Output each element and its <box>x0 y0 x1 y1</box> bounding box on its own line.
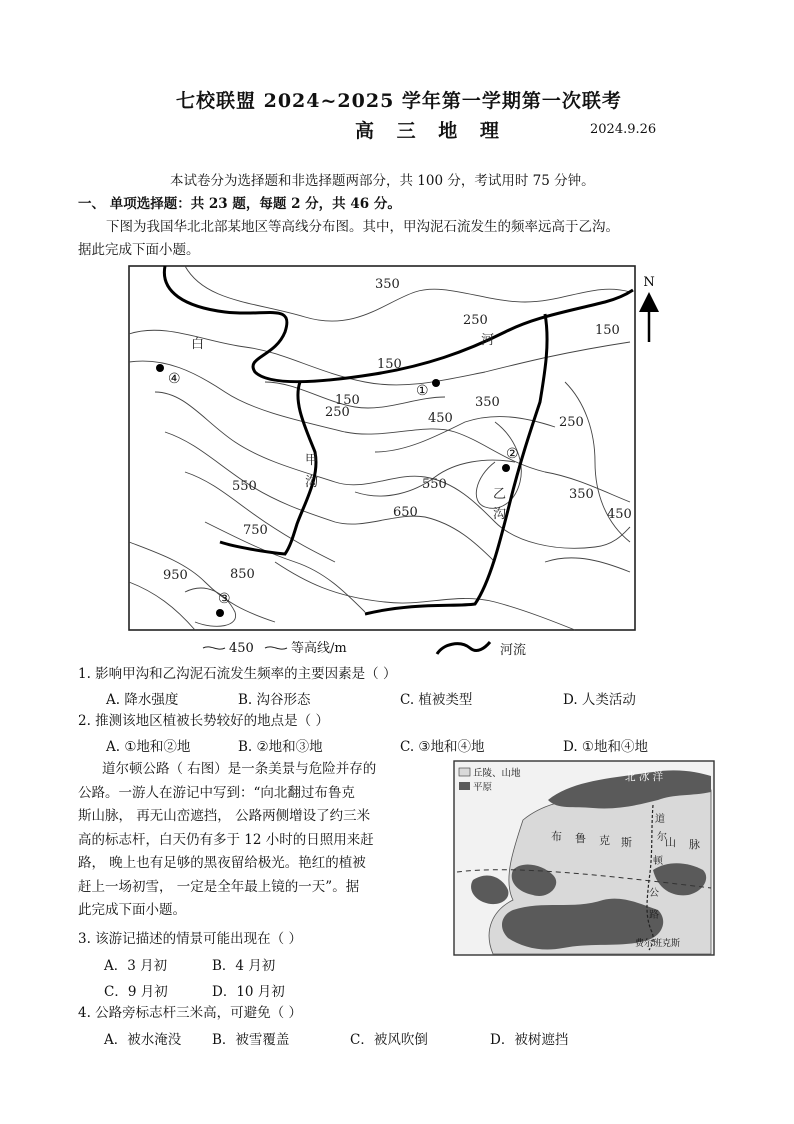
question-2-option-c[interactable]: C. ③地和④地 <box>400 739 485 755</box>
point-label: ① <box>416 383 429 399</box>
road-label: 公 <box>649 888 659 899</box>
passage-2-line: 道尔顿公路（ 右图）是一条美景与危险并存的 <box>102 761 377 777</box>
mountain-label: 鲁 <box>575 832 586 845</box>
question-1-option-a[interactable]: A. 降水强度 <box>106 692 179 708</box>
contour-label: 350 <box>569 487 594 502</box>
contour-label: 150 <box>335 393 360 408</box>
question-2-option-b[interactable]: B. ②地和③地 <box>238 739 323 755</box>
question-1-option-d[interactable]: D. 人类活动 <box>563 692 636 708</box>
contour-label: 650 <box>393 505 418 520</box>
question-1-option-b[interactable]: B. 沟谷形态 <box>238 692 311 708</box>
passage-line-1: 下图为我国华北北部某地区等高线分布图。其中，甲沟泥石流发生的频率远高于乙沟。 <box>106 219 619 235</box>
river-label: 白 <box>191 337 205 352</box>
question-2-stem: 2. 推测该地区植被长势较好的地点是（ ） <box>78 713 329 729</box>
svg-text:N: N <box>643 275 655 290</box>
question-4-option-c[interactable]: C．被风吹倒 <box>350 1032 428 1048</box>
road-label: 道 <box>655 814 665 825</box>
point-label: ③ <box>218 591 231 607</box>
question-2-option-d[interactable]: D. ①地和④地 <box>563 739 649 755</box>
subject-title: 高 三 地 理 <box>355 120 507 142</box>
road-label: 路 <box>649 910 659 921</box>
contour-label: 950 <box>163 568 188 583</box>
contour-label: 450 <box>428 411 453 426</box>
question-3-stem: 3. 该游记描述的情景可能出现在（ ） <box>78 931 302 947</box>
question-1-option-c[interactable]: C. 植被类型 <box>400 692 473 708</box>
question-4-option-d[interactable]: D．被树遮挡 <box>490 1032 569 1048</box>
river-label: 沟 <box>305 475 319 490</box>
exam-title: 七校联盟 2024~2025 学年第一学期第一次联考 <box>176 90 622 112</box>
svg-text:丘陵、山地: 丘陵、山地 <box>473 768 521 779</box>
contour-label: 250 <box>559 415 584 430</box>
point-label: ② <box>506 446 519 462</box>
contour-label: 250 <box>463 313 488 328</box>
contour-label: 350 <box>475 395 500 410</box>
contour-label: 150 <box>595 323 620 338</box>
dalton-highway-map <box>453 760 715 956</box>
question-1-stem: 1. 影响甲沟和乙沟泥石流发生频率的主要因素是（ ） <box>78 666 397 682</box>
passage-2 <box>78 758 448 923</box>
passage-2-line: 斯山脉， 再无山峦遮挡， 公路两侧增设了约三米 <box>78 808 371 824</box>
mountain-label: 山 <box>665 836 676 849</box>
contour-label: 850 <box>230 567 255 582</box>
point-marker <box>156 364 164 372</box>
svg-text:450: 450 <box>229 641 254 656</box>
river-label: 乙 <box>493 487 507 502</box>
question-4-option-b[interactable]: B．被雪覆盖 <box>212 1032 290 1048</box>
point-marker <box>216 609 224 617</box>
question-3-option-a[interactable]: A．3 月初 <box>104 958 168 974</box>
road-label: 顿 <box>653 856 663 867</box>
mountain-label: 脉 <box>689 838 700 851</box>
question-3-option-b[interactable]: B．4 月初 <box>212 958 276 974</box>
question-4-option-a[interactable]: A．被水淹没 <box>104 1032 182 1048</box>
contour-label: 450 <box>607 507 632 522</box>
contour-map <box>125 262 655 662</box>
passage-2-line: 路， 晚上也有足够的黑夜留给极光。艳红的植被 <box>78 855 366 871</box>
city-label: 费尔班克斯 <box>635 939 681 949</box>
passage-line-2: 据此完成下面小题。 <box>78 242 200 258</box>
svg-text:等高线/m: 等高线/m <box>291 641 347 656</box>
contour-label: 550 <box>232 479 257 494</box>
svg-text:平原: 平原 <box>473 782 493 793</box>
road-label: 尔 <box>657 832 667 843</box>
river-label: 甲 <box>305 453 319 468</box>
contour-label: 250 <box>325 405 350 420</box>
mountain-label: 克 <box>599 834 610 847</box>
contour-label: 350 <box>375 277 400 292</box>
question-2-option-a[interactable]: A. ①地和②地 <box>106 739 191 755</box>
mountain-label: 斯 <box>621 836 632 849</box>
point-label: ④ <box>168 371 181 387</box>
exam-date: 2024.9.26 <box>590 122 657 137</box>
contour-label: 750 <box>243 523 268 538</box>
intro-text: 本试卷分为选择题和非选择题两部分，共 100 分，考试用时 75 分钟。 <box>170 173 595 189</box>
passage-2-line: 此完成下面小题。 <box>78 902 186 918</box>
section-heading: 一、 单项选择题：共 23 题，每题 2 分，共 46 分。 <box>78 196 401 212</box>
question-3-option-c[interactable]: C．9 月初 <box>104 984 168 1000</box>
point-marker <box>432 379 440 387</box>
ocean-label: 北 冰 洋 <box>625 771 664 783</box>
passage-2-line: 高的标志杆，白天仍有多于 12 小时的日照用来赶 <box>78 831 374 848</box>
point-marker <box>502 464 510 472</box>
question-3-option-d[interactable]: D．10 月初 <box>212 984 285 1000</box>
contour-label: 150 <box>377 357 402 372</box>
contour-label: 550 <box>422 477 447 492</box>
map-legend <box>203 640 526 658</box>
passage-2-line: 赶上一场初雪， 一定是全年最上镜的一天”。据 <box>78 878 360 895</box>
passage-2-line: 公路。一游人在游记中写到：“向北翻过布鲁克 <box>78 784 355 801</box>
question-4-stem: 4. 公路旁标志杆三米高，可避免（ ） <box>78 1005 302 1021</box>
mountain-label: 布 <box>551 830 562 843</box>
svg-text:河流: 河流 <box>500 643 527 658</box>
north-arrow-icon <box>639 275 659 342</box>
river-label: 沟 <box>493 507 507 522</box>
river-label: 河 <box>481 333 495 348</box>
